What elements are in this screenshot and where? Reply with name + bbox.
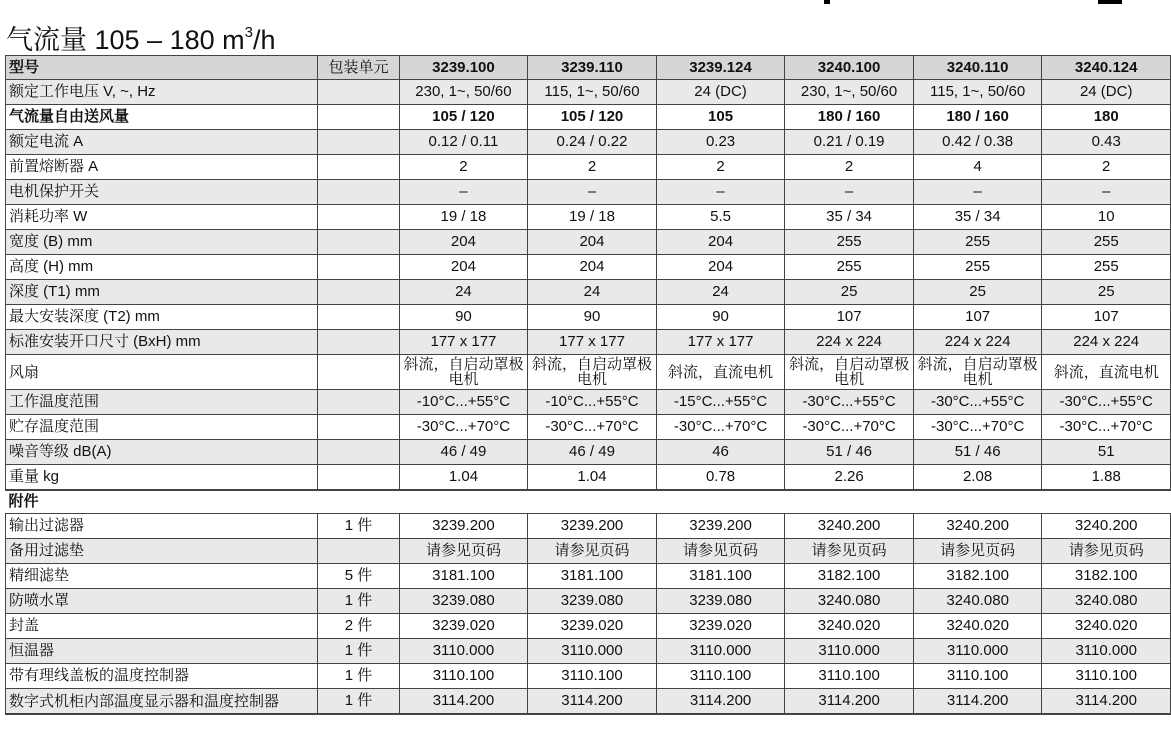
spec-value: 204 [528, 255, 657, 280]
spec-row [6, 390, 1171, 415]
spec-value: 0.21 / 0.19 [785, 130, 914, 155]
spec-label: 宽度 (B) mm [6, 230, 318, 255]
spec-value: -30°C...+70°C [399, 415, 528, 440]
spec-value: 10 [1042, 205, 1171, 230]
accessory-part-number: 3240.200 [913, 514, 1042, 539]
accessory-part-number: 3110.000 [785, 639, 914, 664]
spec-value: 0.42 / 0.38 [913, 130, 1042, 155]
spec-row [6, 440, 1171, 465]
accessory-part-number: 3110.100 [1042, 664, 1171, 689]
spec-row [6, 305, 1171, 330]
spec-pack-unit [318, 180, 399, 205]
spec-value: – [1042, 180, 1171, 205]
accessory-part-number: 请参见页码 [785, 539, 914, 564]
accessory-part-number: 3182.100 [1042, 564, 1171, 589]
spec-value: 180 / 160 [913, 105, 1042, 130]
accessory-part-number: 3181.100 [528, 564, 657, 589]
spec-value: -30°C...+55°C [1042, 390, 1171, 415]
accessories-title-row [6, 490, 1171, 514]
spec-pack-unit [318, 355, 399, 390]
accessory-part-number: 3110.100 [656, 664, 785, 689]
header-model-label: 型号 [6, 56, 318, 80]
accessory-part-number: 3240.020 [785, 614, 914, 639]
accessory-part-number: 3239.080 [399, 589, 528, 614]
spec-value: -30°C...+70°C [1042, 415, 1171, 440]
accessory-part-number: 3110.000 [1042, 639, 1171, 664]
model-number: 3240.100 [785, 56, 914, 80]
accessory-part-number: 3114.200 [656, 689, 785, 715]
spec-value: 24 (DC) [1042, 80, 1171, 105]
spec-value: 35 / 34 [913, 205, 1042, 230]
spec-value: 204 [656, 255, 785, 280]
spec-value: 180 / 160 [785, 105, 914, 130]
spec-label: 深度 (T1) mm [6, 280, 318, 305]
spec-label: 电机保护开关 [6, 180, 318, 205]
header-pack-unit: 包装单元 [318, 56, 399, 80]
accessory-label: 封盖 [6, 614, 318, 639]
spec-row [6, 155, 1171, 180]
spec-row [6, 280, 1171, 305]
spec-value: 斜流，直流电机 [656, 355, 785, 390]
accessory-part-number: 3239.020 [528, 614, 657, 639]
accessory-label: 带有理线盖板的温度控制器 [6, 664, 318, 689]
spec-pack-unit [318, 415, 399, 440]
accessory-part-number: 3114.200 [785, 689, 914, 715]
spec-pack-unit [318, 465, 399, 491]
accessory-label: 输出过滤器 [6, 514, 318, 539]
spec-value: 90 [528, 305, 657, 330]
accessory-part-number: 3182.100 [913, 564, 1042, 589]
spec-label-bold: 气流量自由送风量 [9, 108, 130, 125]
spec-value: 46 [656, 440, 785, 465]
spec-value: 2.08 [913, 465, 1042, 491]
accessory-part-number: 3239.020 [656, 614, 785, 639]
spec-value: 107 [913, 305, 1042, 330]
accessory-part-number: 3239.200 [399, 514, 528, 539]
spec-value: -30°C...+70°C [656, 415, 785, 440]
spec-label: 风扇 [6, 355, 318, 390]
accessory-part-number: 3110.000 [656, 639, 785, 664]
accessory-part-number: 3181.100 [656, 564, 785, 589]
spec-value: -30°C...+70°C [785, 415, 914, 440]
accessory-part-number: 请参见页码 [656, 539, 785, 564]
model-number: 3239.110 [528, 56, 657, 80]
accessory-part-number: 3182.100 [785, 564, 914, 589]
spec-label: 标准安装开口尺寸 (BxH) mm [6, 330, 318, 355]
spec-row [6, 205, 1171, 230]
spec-label: 最大安装深度 (T2) mm [6, 305, 318, 330]
spec-value: 177 x 177 [656, 330, 785, 355]
spec-value: 2 [399, 155, 528, 180]
top-edge-mark [1098, 0, 1122, 4]
accessory-row [6, 539, 1171, 564]
accessory-label: 数字式机柜内部温度显示器和温度控制器 [6, 689, 318, 715]
accessory-part-number: 3114.200 [399, 689, 528, 715]
spec-pack-unit [318, 280, 399, 305]
spec-value: 0.23 [656, 130, 785, 155]
accessory-pack-unit: 1 件 [318, 689, 399, 715]
spec-row [6, 255, 1171, 280]
accessory-row [6, 564, 1171, 589]
spec-pack-unit [318, 105, 399, 130]
spec-value: 0.78 [656, 465, 785, 491]
accessory-part-number: 3110.000 [528, 639, 657, 664]
spec-value: -10°C...+55°C [528, 390, 657, 415]
spec-value: 255 [785, 230, 914, 255]
spec-value: 斜流，自启动罩极电机 [528, 355, 657, 390]
spec-value: 1.88 [1042, 465, 1171, 491]
spec-value: 105 / 120 [399, 105, 528, 130]
accessory-pack-unit: 1 件 [318, 664, 399, 689]
spec-value: – [528, 180, 657, 205]
spec-table [5, 55, 1171, 715]
accessory-row [6, 664, 1171, 689]
spec-value: 斜流，直流电机 [1042, 355, 1171, 390]
spec-row [6, 230, 1171, 255]
accessory-pack-unit [318, 539, 399, 564]
spec-value: 224 x 224 [785, 330, 914, 355]
accessory-part-number: 3240.200 [1042, 514, 1171, 539]
spec-value: 2.26 [785, 465, 914, 491]
spec-value: 90 [399, 305, 528, 330]
accessory-part-number: 请参见页码 [913, 539, 1042, 564]
accessory-pack-unit: 2 件 [318, 614, 399, 639]
spec-value: 24 [656, 280, 785, 305]
spec-row [6, 105, 1171, 130]
spec-value: 24 (DC) [656, 80, 785, 105]
spec-value: -10°C...+55°C [399, 390, 528, 415]
spec-value: 51 / 46 [913, 440, 1042, 465]
top-edge-mark [824, 0, 830, 4]
spec-row [6, 415, 1171, 440]
accessory-row [6, 614, 1171, 639]
spec-label: 重量 kg [6, 465, 318, 491]
spec-value: 46 / 49 [528, 440, 657, 465]
spec-value: 224 x 224 [913, 330, 1042, 355]
spec-value: 255 [913, 230, 1042, 255]
spec-label: 噪音等级 dB(A) [6, 440, 318, 465]
spec-pack-unit [318, 230, 399, 255]
spec-pack-unit [318, 305, 399, 330]
spec-row [6, 465, 1171, 491]
spec-pack-unit [318, 155, 399, 180]
accessory-part-number: 3110.000 [913, 639, 1042, 664]
spec-value: 46 / 49 [399, 440, 528, 465]
spec-value: 2 [528, 155, 657, 180]
accessory-part-number: 3181.100 [399, 564, 528, 589]
page-title: 气流量 105 – 180 $m^3/h$ [6, 24, 276, 55]
accessory-pack-unit: 1 件 [318, 589, 399, 614]
accessory-part-number: 请参见页码 [528, 539, 657, 564]
spec-value: 0.43 [1042, 130, 1171, 155]
spec-value: – [399, 180, 528, 205]
accessory-part-number: 3114.200 [1042, 689, 1171, 715]
accessory-part-number: 3240.080 [913, 589, 1042, 614]
spec-value: 25 [913, 280, 1042, 305]
accessory-label: 恒温器 [6, 639, 318, 664]
spec-pack-unit [318, 130, 399, 155]
spec-value: 2 [656, 155, 785, 180]
spec-value: 230, 1~, 50/60 [399, 80, 528, 105]
accessory-part-number: 3239.200 [528, 514, 657, 539]
spec-value: 25 [1042, 280, 1171, 305]
spec-value: – [913, 180, 1042, 205]
spec-value: 204 [399, 230, 528, 255]
spec-value: 107 [1042, 305, 1171, 330]
spec-label: 贮存温度范围 [6, 415, 318, 440]
spec-value: 255 [1042, 255, 1171, 280]
accessory-pack-unit: 5 件 [318, 564, 399, 589]
spec-value: 0.24 / 0.22 [528, 130, 657, 155]
spec-value: 斜流，自启动罩极电机 [399, 355, 528, 390]
accessory-part-number: 3240.020 [913, 614, 1042, 639]
accessory-part-number: 3240.200 [785, 514, 914, 539]
spec-value: 204 [656, 230, 785, 255]
accessory-label: 精细滤垫 [6, 564, 318, 589]
accessories-title: 附件 [6, 490, 1171, 514]
accessory-part-number: 3110.100 [399, 664, 528, 689]
spec-value: 2 [785, 155, 914, 180]
spec-label: 高度 (H) mm [6, 255, 318, 280]
spec-value: 1.04 [399, 465, 528, 491]
accessory-part-number: 3240.080 [785, 589, 914, 614]
spec-value: -30°C...+55°C [913, 390, 1042, 415]
accessory-part-number: 3110.000 [399, 639, 528, 664]
spec-value: 斜流，自启动罩极电机 [913, 355, 1042, 390]
spec-value: -15°C...+55°C [656, 390, 785, 415]
accessory-pack-unit: 1 件 [318, 514, 399, 539]
spec-value: 斜流，自启动罩极电机 [785, 355, 914, 390]
spec-value: 107 [785, 305, 914, 330]
spec-row [6, 330, 1171, 355]
accessory-part-number: 3239.080 [528, 589, 657, 614]
spec-value: 51 [1042, 440, 1171, 465]
spec-value: 90 [656, 305, 785, 330]
model-number: 3239.100 [399, 56, 528, 80]
accessory-row [6, 639, 1171, 664]
spec-value: 1.04 [528, 465, 657, 491]
accessory-row [6, 689, 1171, 715]
spec-label: 额定电流 A [6, 130, 318, 155]
accessory-label: 防喷水罩 [6, 589, 318, 614]
spec-pack-unit [318, 80, 399, 105]
spec-value: 255 [1042, 230, 1171, 255]
accessory-part-number: 请参见页码 [399, 539, 528, 564]
spec-value: 5.5 [656, 205, 785, 230]
accessory-label: 备用过滤垫 [6, 539, 318, 564]
model-number: 3240.110 [913, 56, 1042, 80]
spec-value: 105 / 120 [528, 105, 657, 130]
spec-value: 105 [656, 105, 785, 130]
spec-value: 115, 1~, 50/60 [913, 80, 1042, 105]
spec-value: 2 [1042, 155, 1171, 180]
spec-label: 消耗功率 W [6, 205, 318, 230]
spec-value: -30°C...+70°C [528, 415, 657, 440]
spec-value: 204 [528, 230, 657, 255]
spec-row [6, 355, 1171, 390]
accessory-part-number: 3240.080 [1042, 589, 1171, 614]
spec-value: 255 [785, 255, 914, 280]
accessory-part-number: 3110.100 [913, 664, 1042, 689]
spec-value: 25 [785, 280, 914, 305]
spec-value: 177 x 177 [528, 330, 657, 355]
accessory-row [6, 514, 1171, 539]
accessory-part-number: 请参见页码 [1042, 539, 1171, 564]
spec-value: 224 x 224 [1042, 330, 1171, 355]
spec-value: 35 / 34 [785, 205, 914, 230]
spec-pack-unit [318, 255, 399, 280]
model-number: 3240.124 [1042, 56, 1171, 80]
accessory-part-number: 3110.100 [785, 664, 914, 689]
spec-pack-unit [318, 390, 399, 415]
spec-label: 额定工作电压 V, ~, Hz [6, 80, 318, 105]
spec-value: – [785, 180, 914, 205]
spec-value: 19 / 18 [528, 205, 657, 230]
spec-value: 180 [1042, 105, 1171, 130]
spec-value: 51 / 46 [785, 440, 914, 465]
spec-pack-unit [318, 440, 399, 465]
spec-label [6, 105, 318, 130]
accessory-part-number: 3239.200 [656, 514, 785, 539]
spec-value: 19 / 18 [399, 205, 528, 230]
accessory-part-number: 3240.020 [1042, 614, 1171, 639]
spec-pack-unit [318, 205, 399, 230]
spec-value: 204 [399, 255, 528, 280]
spec-value: 24 [528, 280, 657, 305]
header-row [6, 56, 1171, 80]
accessory-part-number: 3239.020 [399, 614, 528, 639]
accessory-part-number: 3239.080 [656, 589, 785, 614]
spec-value: 177 x 177 [399, 330, 528, 355]
spec-value: 255 [913, 255, 1042, 280]
spec-value: -30°C...+70°C [913, 415, 1042, 440]
spec-label: 前置熔断器 A [6, 155, 318, 180]
accessory-row [6, 589, 1171, 614]
spec-value: 230, 1~, 50/60 [785, 80, 914, 105]
spec-row [6, 130, 1171, 155]
spec-label: 工作温度范围 [6, 390, 318, 415]
accessory-part-number: 3110.100 [528, 664, 657, 689]
accessory-part-number: 3114.200 [913, 689, 1042, 715]
spec-value: 4 [913, 155, 1042, 180]
spec-row [6, 80, 1171, 105]
spec-pack-unit [318, 330, 399, 355]
accessory-pack-unit: 1 件 [318, 639, 399, 664]
accessory-part-number: 3114.200 [528, 689, 657, 715]
spec-row [6, 180, 1171, 205]
spec-value: 115, 1~, 50/60 [528, 80, 657, 105]
spec-value: – [656, 180, 785, 205]
spec-value: -30°C...+55°C [785, 390, 914, 415]
model-number: 3239.124 [656, 56, 785, 80]
spec-value: 0.12 / 0.11 [399, 130, 528, 155]
spec-value: 24 [399, 280, 528, 305]
